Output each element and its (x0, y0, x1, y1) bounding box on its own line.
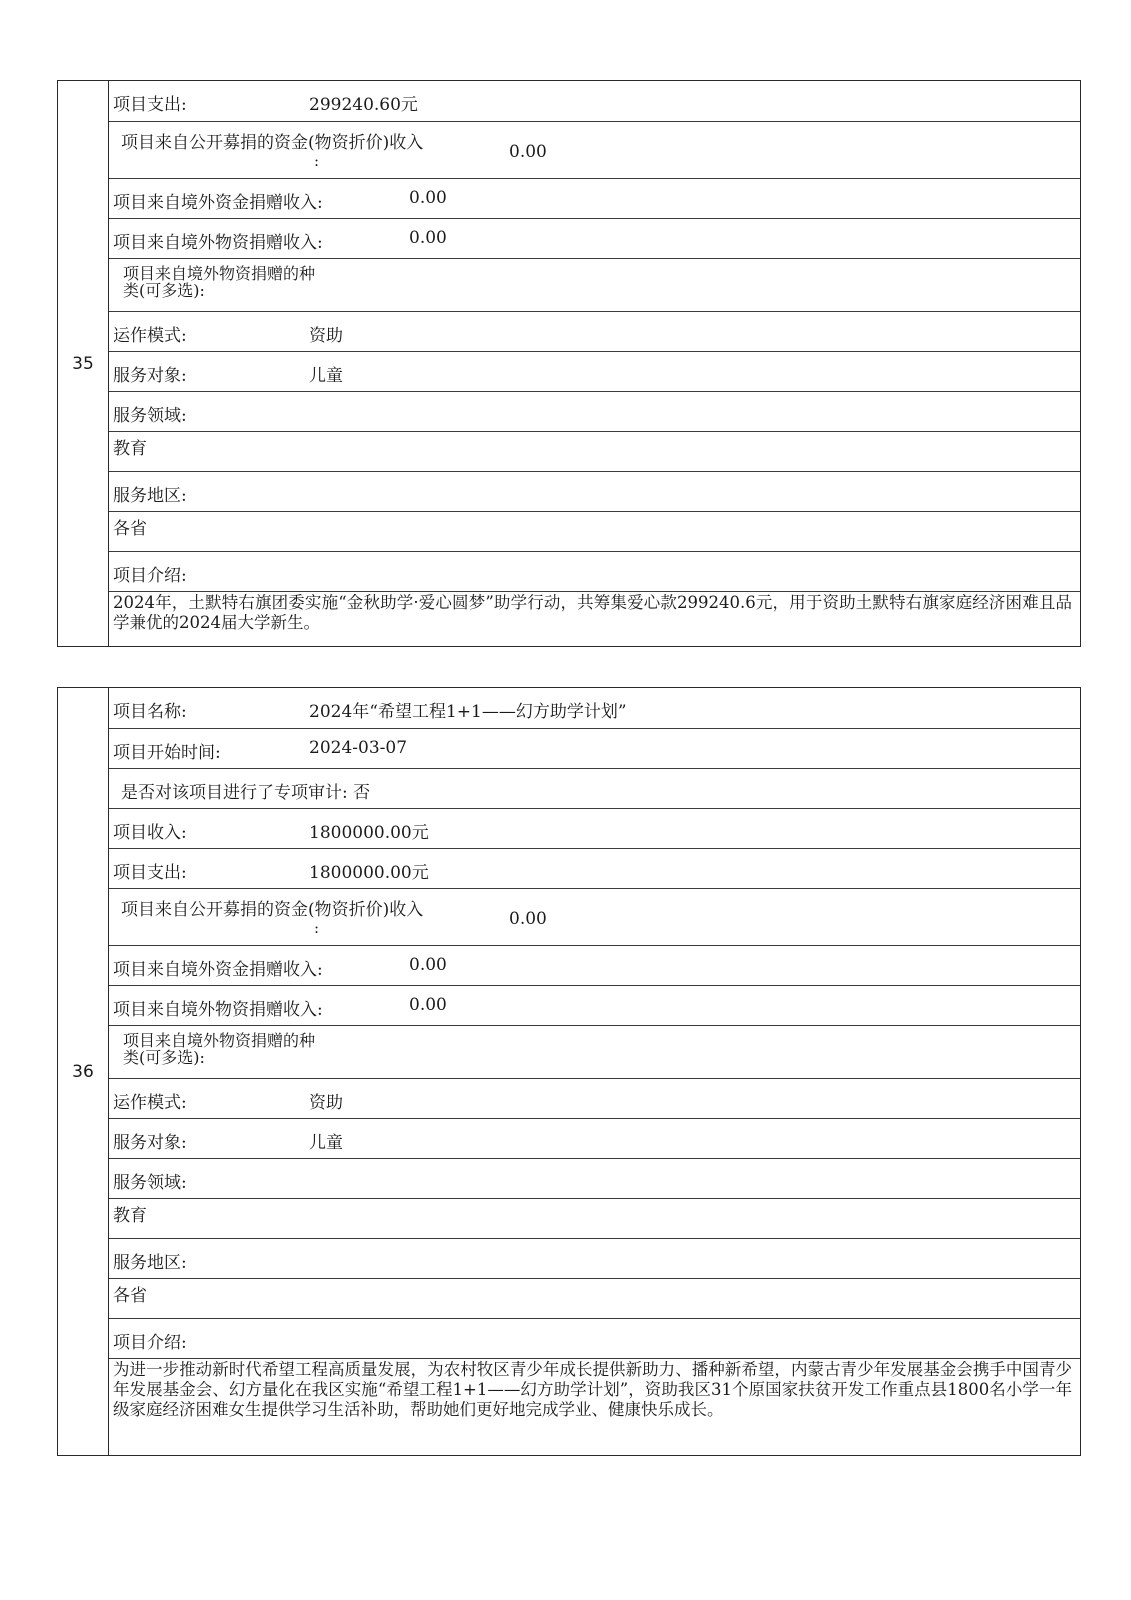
field-label: 项目收入: (113, 823, 187, 843)
field-value: 各省 (113, 1286, 147, 1306)
field-value: 0.00 (409, 228, 447, 248)
row-project-name (109, 688, 1080, 728)
field-label: 项目来自公开募捐的资金(物资折价)收入 (121, 133, 424, 153)
row-service-area-label (109, 471, 1080, 511)
field-value: 0.00 (409, 955, 447, 975)
field-value: 1800000.00元 (309, 863, 429, 883)
field-label: 服务地区: (113, 1253, 187, 1273)
row-special-audit (109, 768, 1080, 808)
project-record-36 (57, 687, 1081, 1456)
row-service-target (109, 1118, 1080, 1158)
field-value: 2024年“希望工程1+1——幻方助学计划” (309, 702, 627, 722)
row-foreign-fund-donation (109, 178, 1080, 218)
field-label: 是否对该项目进行了专项审计: 否 (121, 783, 371, 803)
row-service-field-value (109, 1198, 1080, 1238)
row-foreign-material-donation (109, 985, 1080, 1025)
field-value: 资助 (309, 326, 343, 346)
row-service-area-value (109, 1278, 1080, 1318)
project-intro-paragraph: 为进一步推动新时代希望工程高质量发展，为农村牧区青少年成长提供新助力、播种新希望，内蒙古青少年发展基金会携手中国青少年发展基金会、幻方量化在我区实施“希望工程1+1——幻方助学计划”，资助我区31个原国家扶贫开发工作重点县1800名小学一年级家庭经济困难女生提供学习生活补助，帮助她们更好地完成学业、健康快乐成长。 (113, 1360, 1072, 1419)
field-value: 教育 (113, 439, 147, 459)
row-service-area-value (109, 511, 1080, 551)
row-project-intro-label (109, 1318, 1080, 1358)
row-service-field-label (109, 1158, 1080, 1198)
field-label: 运作模式: (113, 1093, 187, 1113)
field-label: 服务领域: (113, 1173, 187, 1193)
field-label: 项目来自境外资金捐赠收入: (113, 193, 323, 213)
record-number: 36 (58, 688, 109, 1455)
field-label-colon: : (314, 919, 320, 937)
row-project-intro-label (109, 551, 1080, 591)
field-label: 运作模式: (113, 326, 187, 346)
field-value: 各省 (113, 519, 147, 539)
record-number: 35 (58, 81, 109, 646)
field-label: 项目来自境外物资捐赠收入: (113, 1000, 323, 1020)
field-value: 0.00 (409, 995, 447, 1015)
field-label: 项目来自境外物资捐赠的种类(可多选): (123, 1031, 316, 1067)
field-label: 服务地区: (113, 486, 187, 506)
field-label: 项目名称: (113, 702, 187, 722)
field-label: 项目来自境外资金捐赠收入: (113, 960, 323, 980)
field-value: 1800000.00元 (309, 823, 429, 843)
row-service-field-label (109, 391, 1080, 431)
row-project-expense (109, 848, 1080, 888)
field-label: 项目介绍: (113, 1333, 187, 1353)
field-label: 服务对象: (113, 1133, 187, 1153)
row-foreign-material-types (109, 258, 1080, 311)
row-project-start-date (109, 728, 1080, 768)
row-project-intro-text (109, 591, 1080, 646)
field-label: 项目来自境外物资捐赠的种类(可多选): (123, 264, 316, 300)
field-label: 项目支出: (113, 95, 187, 115)
field-value: 0.00 (409, 188, 447, 208)
row-operation-mode (109, 311, 1080, 351)
field-value: 2024-03-07 (309, 738, 408, 758)
project-record-35 (57, 80, 1081, 647)
field-value: 教育 (113, 1206, 147, 1226)
row-public-fundraising-income (109, 121, 1080, 178)
row-foreign-material-donation (109, 218, 1080, 258)
row-service-field-value (109, 431, 1080, 471)
field-label-colon: : (314, 152, 320, 170)
field-label: 服务对象: (113, 366, 187, 386)
field-label: 项目支出: (113, 863, 187, 883)
project-intro-paragraph: 2024年，土默特右旗团委实施“金秋助学·爱心圆梦”助学行动，共筹集爱心款299240.6元，用于资助土默特右旗家庭经济困难且品学兼优的2024届大学新生。 (113, 593, 1072, 632)
field-label: 项目来自公开募捐的资金(物资折价)收入 (121, 900, 424, 920)
row-operation-mode (109, 1078, 1080, 1118)
field-value: 0.00 (509, 909, 547, 929)
row-project-expense (109, 81, 1080, 121)
field-value: 资助 (309, 1093, 343, 1113)
field-label: 服务领域: (113, 406, 187, 426)
row-public-fundraising-income (109, 888, 1080, 945)
row-project-intro-text (109, 1358, 1080, 1455)
field-value: 儿童 (309, 366, 343, 386)
field-label: 项目来自境外物资捐赠收入: (113, 233, 323, 253)
field-label: 项目介绍: (113, 566, 187, 586)
field-value: 0.00 (509, 142, 547, 162)
field-value: 299240.60元 (309, 95, 418, 115)
row-service-target (109, 351, 1080, 391)
row-service-area-label (109, 1238, 1080, 1278)
row-foreign-material-types (109, 1025, 1080, 1078)
row-project-income (109, 808, 1080, 848)
field-value: 儿童 (309, 1133, 343, 1153)
field-label: 项目开始时间: (113, 743, 221, 763)
row-foreign-fund-donation (109, 945, 1080, 985)
